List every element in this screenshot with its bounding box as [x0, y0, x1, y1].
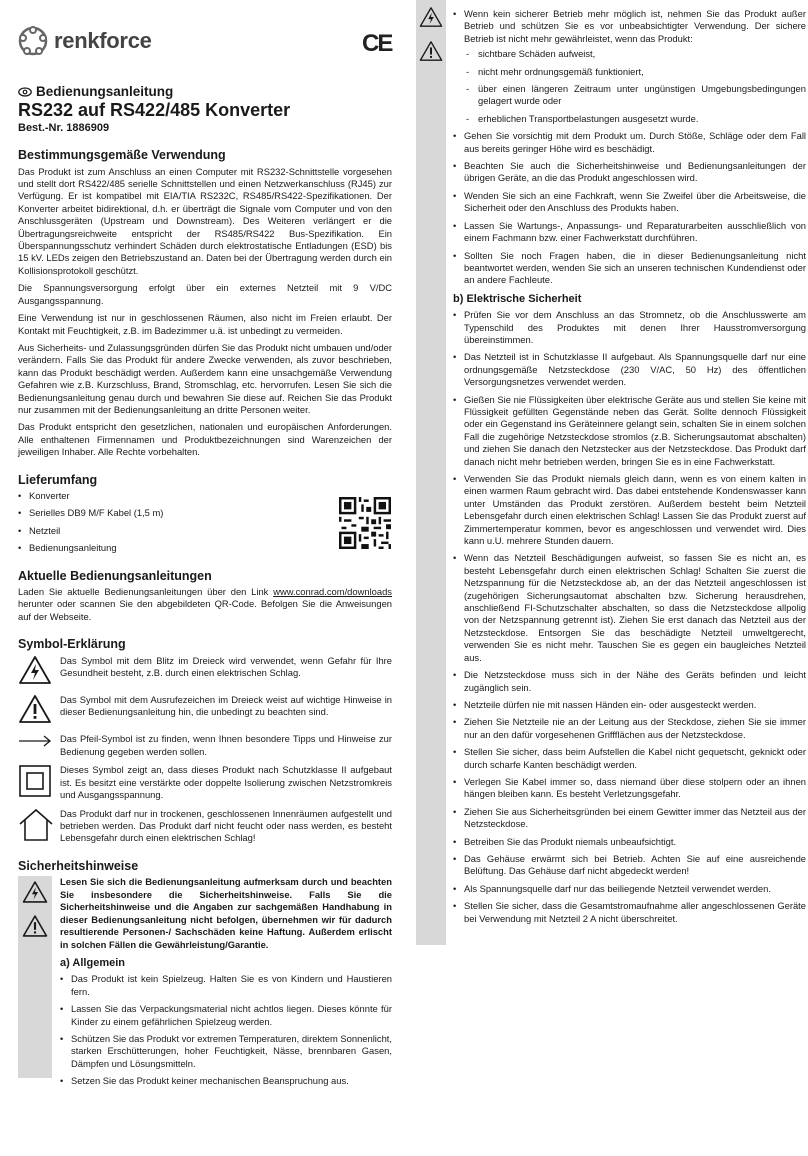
updates-text: Laden Sie aktuelle Bedienungsanleitungen über den Link www.conrad.com/downloads herunter oder scannen Sie den abgebildeten QR-Code. Befolgen Sie die Anweisungen auf der Webseite.	[18, 586, 392, 622]
exclamation-triangle-icon	[419, 40, 443, 62]
list-item: • Wenn das Netzteil Beschädigungen aufweist, so fassen Sie es nicht an, es besteht Lebensgefahr durch einen elektrischen Schlag! Schalten Sie zuerst die Netzspannung für die Netzsteckdose ab, an der das Netzteil angeschlossen ist (zugehörigen Sicherungsautomat abschalten bzw. Sicherung herausdrehen, anschließend FI-Schutzschalter abschalten, so dass die Netzsteckdose allpolig von der Netzspannung getrennt ist). Ziehen Sie erst danach das Netzteil aus der Netzsteckdose. Entsorgen Sie das beschädigte Netzteil umweltgerecht, verwenden Sie es nicht mehr. Tauschen Sie es gegen ein baugleiches Netzteil aus.	[453, 552, 806, 664]
scope-heading: Lieferumfang	[18, 472, 98, 487]
list-item: • Das Netzteil ist in Schutzklasse II aufgebaut. Als Spannungsquelle darf nur eine ordnungsgemäße Netzsteckdose (230 V/AC, 50 Hz) des öffentlichen Versorgungsnetzes verwendet werden.	[453, 351, 806, 388]
lightning-triangle-icon	[419, 6, 443, 28]
symbol-row: Das Produkt darf nur in trockenen, geschlossenen Innenräumen aufgestellt und betrieben werden. Das Produkt darf nicht feucht oder nass werden, es besteht Lebensgefahr durch einen elektrischen Schlag!	[18, 808, 392, 845]
list-item: • Verwenden Sie das Produkt niemals gleich dann, wenn es von einem kalten in einen warmen Raum gebracht wird. Das dabei entstehende Kondenswasser kann unter Umständen das Produkt zerstören. Außerdem besteht beim Netzteil Lebensgefahr durch einen elektrischen Schlag! Lassen Sie das Produkt zuerst auf Zimmertemperatur kommen, bevor es angeschlossen und verwendet wird. Dies kann u.U. mehrere Stunden dauern.	[453, 473, 806, 547]
list-item: • Gießen Sie nie Flüssigkeiten über elektrische Geräte aus und stellen Sie keine mit Flüssigkeit gefüllten Gegenstände neben das Gerät. Sollte dennoch Flüssigkeit oder ein Gegenstand ins Geräteinnere gelangt sein, schalten Sie in einem solchen Fall die zugehörige Netzsteckdose stromlos (z.B. Sicherungsautomat abschalten) und ziehen Sie danach den Netzstecker aus der Netzsteckdose. Das Produkt darf danach nicht mehr betrieben werden, bringen Sie es in eine Fachwerkstatt.	[453, 394, 806, 468]
brand-name: renkforce	[54, 27, 152, 53]
intended-use-heading: Bestimmungsgemäße Verwendung	[18, 148, 226, 163]
list-item: • Stellen Sie sicher, dass beim Aufstellen die Kabel nicht gequetscht, geknickt oder durch scharfe Kanten beschädigt werden.	[453, 746, 806, 771]
list-item: • Die Netzsteckdose muss sich in der Nähe des Geräts befinden und leicht zugänglich sein.	[453, 669, 806, 694]
safety-block	[18, 876, 392, 1092]
electrical-heading: b) Elektrische Sicherheit	[453, 292, 582, 305]
general-list	[60, 973, 392, 1087]
general-heading: a) Allgemein	[60, 956, 125, 969]
house-icon	[18, 808, 54, 842]
list-item: • Gehen Sie vorsichtig mit dem Produkt um. Durch Stöße, Schläge oder dem Fall aus bereits geringer Höhe wird es beschädigt.	[453, 130, 806, 155]
qr-code	[339, 497, 391, 549]
right-column	[416, 0, 808, 945]
list-item: • Ziehen Sie Netzteile nie an der Leitung aus der Steckdose, ziehen Sie sie immer nur an den dafür vorgesehenen Griffflächen aus der Netzsteckdose.	[453, 716, 806, 741]
list-item: • Wenden Sie sich an eine Fachkraft, wenn Sie Zweifel über die Arbeitsweise, die Sicherheit oder den Anschluss des Produkts haben.	[453, 190, 806, 215]
scope-list	[18, 490, 392, 555]
order-number: Best.-Nr. 1886909	[18, 121, 110, 134]
list-item: • Lassen Sie das Verpackungsmaterial nicht achtlos liegen. Dieses könnte für Kinder zu einem gefährlichen Spielzeug werden.	[60, 1003, 392, 1028]
list-item: • Serielles DB9 M/F Kabel (1,5 m)	[18, 507, 392, 519]
brand-logo	[18, 22, 392, 60]
list-item: - sichtbare Schäden aufweist,	[464, 48, 806, 60]
symbol-row: Dieses Symbol zeigt an, dass dieses Produkt nach Schutzklasse II aufgebaut ist. Es besitzt eine verstärkte oder doppelte Isolierung zwischen Netzstromkreis und Ausgangsspannung.	[18, 764, 392, 801]
symbols-list	[18, 655, 392, 845]
downloads-link[interactable]: www.conrad.com/downloads	[273, 586, 392, 597]
product-title: RS232 auf RS422/485 Konverter	[18, 100, 291, 121]
list-item: • Sollten Sie noch Fragen haben, die in dieser Bedienungsanleitung nicht beantwortet werden, wenden Sie sich an unseren technischen Kundendienst oder an andere Fachleute.	[453, 250, 806, 287]
ce-mark: CE	[362, 30, 392, 57]
list-item: • Setzen Sie das Produkt keiner mechanischen Beanspruchung aus.	[60, 1075, 392, 1087]
safety-intro: Lesen Sie sich die Bedienungsanleitung aufmerksam durch und beachten Sie insbesondere die Sicherheitshinweise. Falls Sie die Sicherheitshinweise und die Angaben zur sachgemäßen Handhabung in dieser Bedienungsanleitung nicht befolgen, übernehmen wir für dadurch resultierende Personen-/ Sachschäden keine Haftung. Außerdem erlischt in solchen Fällen die Gewährleistung/Garantie.	[60, 876, 392, 950]
list-item: • Beachten Sie auch die Sicherheitshinweise und Bedienungsanleitungen der übrigen Geräte, an die das Produkt angeschlossen wird.	[453, 160, 806, 185]
lightning-triangle-icon	[22, 880, 48, 904]
list-item: • Bedienungsanleitung	[18, 542, 392, 554]
protection-class-ii-icon	[18, 764, 52, 798]
right-content	[453, 8, 806, 930]
operation-list	[453, 8, 806, 287]
list-item: • Das Produkt ist kein Spielzeug. Halten Sie es von Kindern und Haustieren fern.	[60, 973, 392, 998]
manual-label: Bedienungsanleitung	[18, 86, 392, 98]
symbols-heading: Symbol-Erklärung	[18, 637, 126, 652]
list-item: • Betreiben Sie das Produkt niemals unbeaufsichtigt.	[453, 836, 806, 848]
left-column	[18, 22, 392, 1093]
symbol-row: Das Pfeil-Symbol ist zu finden, wenn Ihnen besondere Tipps und Hinweise zur Bedienung gegeben werden sollen.	[18, 733, 392, 758]
list-item: • Als Spannungsquelle darf nur das beiliegende Netzteil verwendet werden.	[453, 883, 806, 895]
warning-sidebar	[18, 876, 52, 1078]
list-item: • Netzteile dürfen nie mit nassen Händen ein- oder ausgesteckt werden.	[453, 699, 806, 711]
exclamation-triangle-icon	[18, 694, 52, 724]
list-item: • Verlegen Sie Kabel immer so, dass niemand über diese stolpern oder an ihnen hängen bleiben kann. Es besteht Verletzungsgefahr.	[453, 776, 806, 801]
list-item: - nicht mehr ordnungsgemäß funktioniert,	[464, 66, 806, 78]
updates-heading: Aktuelle Bedienungsanleitungen	[18, 568, 212, 583]
warning-sidebar	[416, 0, 446, 945]
arrow-icon	[18, 733, 52, 753]
exclamation-triangle-icon	[22, 914, 48, 938]
intended-use-text: Das Produkt ist zum Anschluss an einen Computer mit RS232-Schnittstelle vorgesehen und stellt dort RS422/485 serielle Schnittstellen und einen Netzwerkanschluss (RJ45) zur Verfügung. Er ist kompatibel mit EIA/TIA RS232C, RS485/RS422-Spezifikationen. Der Konverter arbeitet bidirektional, d.h. er überträgt die Signale vom Computer und von den Anschlussgeräten (Upstream und Downstream). Des Weiteren verlängert er die Übertragungsreichweite entspricht der RS485/RS422 Bus-Spezifikation. Ein Überspannungsschutz verhindert Schäden durch elektrostatische Entladungen (ESD) bis 15 kV. LEDs zeigen den Betriebszustand an. Daten bei der Übertragung werden durch ein Kollisionsprotokoll geschützt. Die Spannungsversorgung erfolgt über ein externes Netzteil mit 9 V/DC Ausgangsspannung. Eine Verwendung ist nur in geschlossenen Räumen, also nicht im Freien erlaubt. Der Kontakt mit Feuchtigkeit, z.B. im Badezimmer u.ä. ist unbedingt zu vermeiden. Aus Sicherheits- und Zulassungsgründen dürfen Sie das Produkt nicht umbauen und/oder verändern. Falls Sie das Produkt für andere Zwecke verwenden, als zuvor beschrieben, kann das Produkt beschädigt werden. Außerdem kann eine unsachgemäße Verwendung Gefahren wie z.B. Kurzschluss, Brand, Stromschlag, etc. hervorrufen. Lesen Sie sich die Bedienungsanleitung genau durch und bewahren Sie diese auf. Reichen Sie das Produkt nur zusammen mit der Bedienungsanleitung an dritte Personen weiter. Das Produkt entspricht den gesetzlichen, nationalen und europäischen Anforderungen. Alle enthaltenen Firmennamen und Produktbezeichnungen sind Warenzeichen der jeweiligen Inhaber. Alle Rechte vorbehalten.	[18, 165, 392, 458]
list-item: • Das Gehäuse erwärmt sich bei Betrieb. Achten Sie auf eine ausreichende Belüftung. Das Gehäuse darf nicht abgedeckt werden!	[453, 853, 806, 878]
list-item: - erheblichen Transportbelastungen ausgesetzt wurde.	[464, 113, 806, 125]
symbol-row: Das Symbol mit dem Blitz im Dreieck wird verwendet, wenn Gefahr für Ihre Gesundheit besteht, z.B. durch einen elektrischen Schlag.	[18, 655, 392, 688]
list-item: • Wenn kein sicherer Betrieb mehr möglich ist, nehmen Sie das Produkt außer Betrieb und schützen Sie es vor unbeabsichtigter Verwendung. Der sichere Betrieb ist nicht mehr gewährleistet, wenn das Produkt: - sichtbare Schäden aufweist, - nicht mehr ordnungsgemäß funktioniert, - über einen längeren Zeitraum unter ungünstigen Umgebungsbedingungen gelagert wurde oder - erheblichen Transportbelastungen ausgesetzt wurde.	[453, 8, 806, 125]
symbol-row: Das Symbol mit dem Ausrufezeichen im Dreieck weist auf wichtige Hinweise in dieser Bedienungsanleitung hin, die unbedingt zu beachten sind.	[18, 694, 392, 727]
lightning-triangle-icon	[18, 655, 52, 685]
safety-heading: Sicherheitshinweise	[18, 859, 139, 874]
renkforce-logo-icon	[18, 26, 48, 56]
condition-sublist	[464, 48, 806, 125]
list-item: • Netzteil	[18, 525, 392, 537]
list-item: • Schützen Sie das Produkt vor extremen Temperaturen, direktem Sonnenlicht, starken Erschütterungen, hoher Feuchtigkeit, Nässe, brennbaren Gasen, Dämpfen und Lösungsmitteln.	[60, 1033, 392, 1070]
list-item: • Prüfen Sie vor dem Anschluss an das Stromnetz, ob die Anschlusswerte am Typenschild des Produktes mit denen Ihrer Hausstromversorgung übereinstimmen.	[453, 309, 806, 346]
list-item: • Konverter	[18, 490, 392, 502]
eye-icon	[18, 87, 32, 97]
list-item: • Ziehen Sie aus Sicherheitsgründen bei einem Gewitter immer das Netzteil aus der Netzsteckdose.	[453, 806, 806, 831]
list-item: • Stellen Sie sicher, dass die Gesamtstromaufnahme aller angeschlossenen Geräte bei Verwendung mit Netzteil 2 A nicht überschreitet.	[453, 900, 806, 925]
list-item: • Lassen Sie Wartungs-, Anpassungs- und Reparaturarbeiten ausschließlich von einem Fachmann bzw. einer Fachwerkstatt durchführen.	[453, 220, 806, 245]
electrical-list	[453, 309, 806, 925]
list-item: - über einen längeren Zeitraum unter ungünstigen Umgebungsbedingungen gelagert wurde oder	[464, 83, 806, 108]
